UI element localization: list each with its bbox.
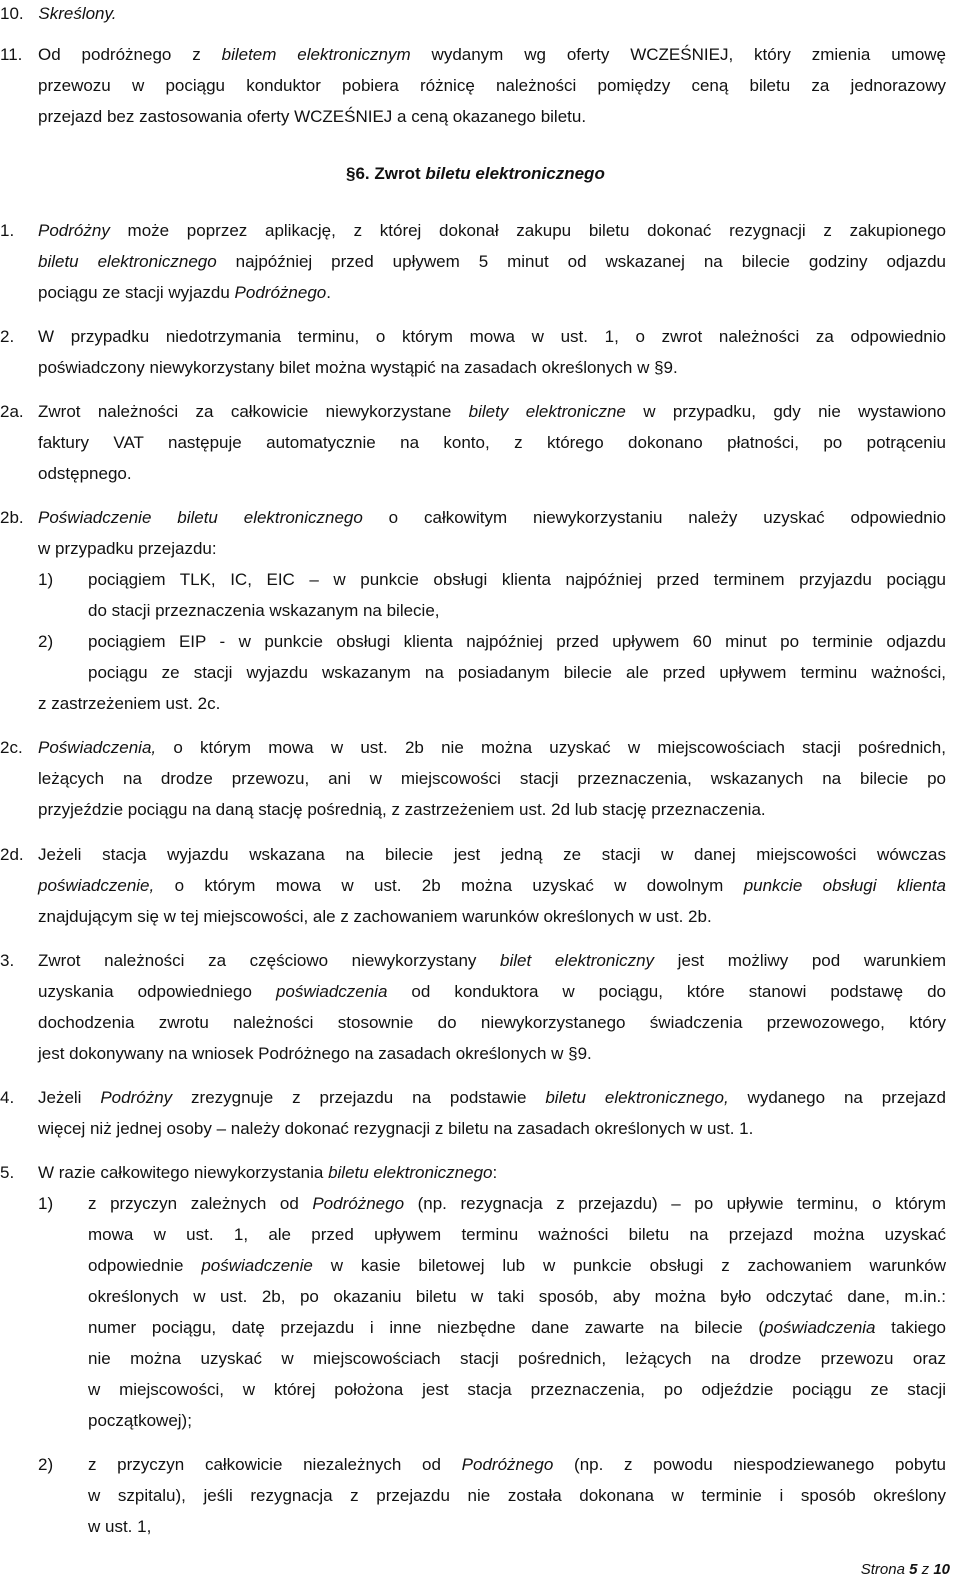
- total-page-count: 10: [933, 1561, 950, 1578]
- item-number: 3.: [0, 951, 15, 970]
- item-number: 10.: [0, 4, 24, 23]
- item-10: [0, 4, 116, 24]
- list-item-number: 1): [38, 570, 54, 589]
- item-number: 2.: [0, 327, 15, 346]
- item-number: 2a.: [0, 402, 24, 421]
- item-number: 2b.: [0, 508, 24, 527]
- list-item-number: 2): [38, 632, 54, 651]
- item-number: 1.: [0, 221, 15, 240]
- item-number: 11.: [0, 45, 23, 64]
- page-footer: Strona 5 z 10: [860, 1561, 950, 1578]
- item-number: 2d.: [0, 845, 24, 864]
- current-page-number: 5: [909, 1561, 918, 1578]
- list-item-number: 2): [38, 1455, 54, 1474]
- item-number: 5.: [0, 1163, 15, 1182]
- document-page: 10. Skreślony. 11. Od podróżnego z biletem elektronicznym wydanym wg oferty WCZEŚNIEJ, który zmienia umowę przewozu w pociągu konduktor pobiera różnicę należności pomiędzy ceną biletu za jednorazowy przejazd bez zastosowania oferty WCZEŚNIEJ a ceną okazanego biletu. §6. Zwrot biletu elektronicznego 1. Podróżny może poprzez aplikację, z której dokonał zakupu biletu dokonać rezygnacji z zakupionego biletu elektronicznego najpóźniej przed upływem 5 minut od wskazanej na bilecie godziny odjazdu pociągu ze stacji wyjazdu Podróżnego. 2. W przypadku niedotrzymania terminu, o którym mowa w ust. 1, o zwrot należności za odpowiednio poświadczony niewykorzystany bilet można wystąpić na zasadach określonych w §9. 2a. Zwrot należności za całkowicie niewykorzystane bilety elektroniczne w przypadku, gdy nie wystawiono faktury VAT następuje automatycznie na konto, z którego dokonano płatności, po potrąceniu odstępnego. 2b. Poświadczenie biletu elektronicznego o całkowitym niewykorzystaniu należy uzyskać odpowiednio w przypadku przejazdu: 1) pociągiem TLK, IC, EIC – w punkcie obsługi klienta najpóźniej przed terminem przyjazdu pociągu do stacji przeznaczenia wskazanym na bilecie, 2) pociągiem EIP - w punkcie obsługi klienta najpóźniej przed upływem 60 minut po terminie odjazdu pociągu ze stacji wyjazdu wskazanym na posiadanym bilecie ale przed upływem terminu ważności, z zastrzeżeniem ust. 2c. 2c. Poświadczenia, o którym mowa w ust. 2b nie można uzyskać w miejscowościach stacji pośrednich, leżących na drodze przewozu, ani w miejscowości stacji przeznaczenia, wskazanych na bilecie po przyjeździe pociągu na daną stację pośrednią, z zastrzeżeniem ust. 2d lub stację przeznaczenia. 2d. Jeżeli stacja wyjazdu wskazana na bilecie jest jedną ze stacji w danej miejscowości wówczas poświadczenie, o którym mowa w ust. 2b można uzyskać w dowolnym punkcie obsługi klienta znajdującym się w tej miejscowości, ale z zachowaniem warunków określonych w ust. 2b. 3. Zwrot należności za częściowo niewykorzystany bilet elektroniczny jest możliwy pod warunkiem uzyskania odpowiedniego poświadczenia od konduktora w pociągu, które stanowi podstawę do dochodzenia zwrotu należności stosownie do niewykorzystanego świadczenia przewozowego, który jest dokonywany na wniosek Podróżnego na zasadach określonych w §9. 4. Jeżeli Podróżny zrezygnuje z przejazdu na podstawie biletu elektronicznego, wydanego na przejazd więcej niż jednej osoby – należy dokonać rezygnacji z biletu na zasadach określonych w ust. 1. 5. W razie całkowitego niewykorzystania biletu elektronicznego: 1) z przyczyn zależnych od Podróżnego (np. rezygnacja z przejazdu) – po upływie terminu, o którym mowa w ust. 1, ale przed upływem terminu ważności biletu na przejazd można uzyskać odpowiednie poświadczenie w kasie biletowej lub w punkcie obsługi z zachowaniem warunków określonych w ust. 2b, po okazaniu biletu w taki sposób, aby można było odczytać dane, m.in.: numer pociągu, datę przejazdu i inne niezbędne dane zawarte na bilecie (poświadczenia takiego nie można uzyskać w miejscowościach stacji pośrednich, leżących na drodze przewozu oraz w miejscowości, w której położona jest stacja przeznaczenia, po odjeździe pociągu ze stacji początkowej); 2) z przyczyn całkowicie niezależnych od Podróżnego (np. z powodu niespodziewanego pobytu w szpitalu), jeśli rezygnacja z przejazdu nie została dokonana w terminie i sposób określony w ust. 1, Strona 5 z 10: [0, 4, 950, 1578]
- list-item-number: 1): [38, 1194, 54, 1213]
- item-text: Skreślony.: [38, 4, 117, 23]
- item-number: 2c.: [0, 738, 23, 757]
- item-number: 4.: [0, 1088, 15, 1107]
- section-heading: §6. Zwrot biletu elektronicznego: [346, 164, 605, 183]
